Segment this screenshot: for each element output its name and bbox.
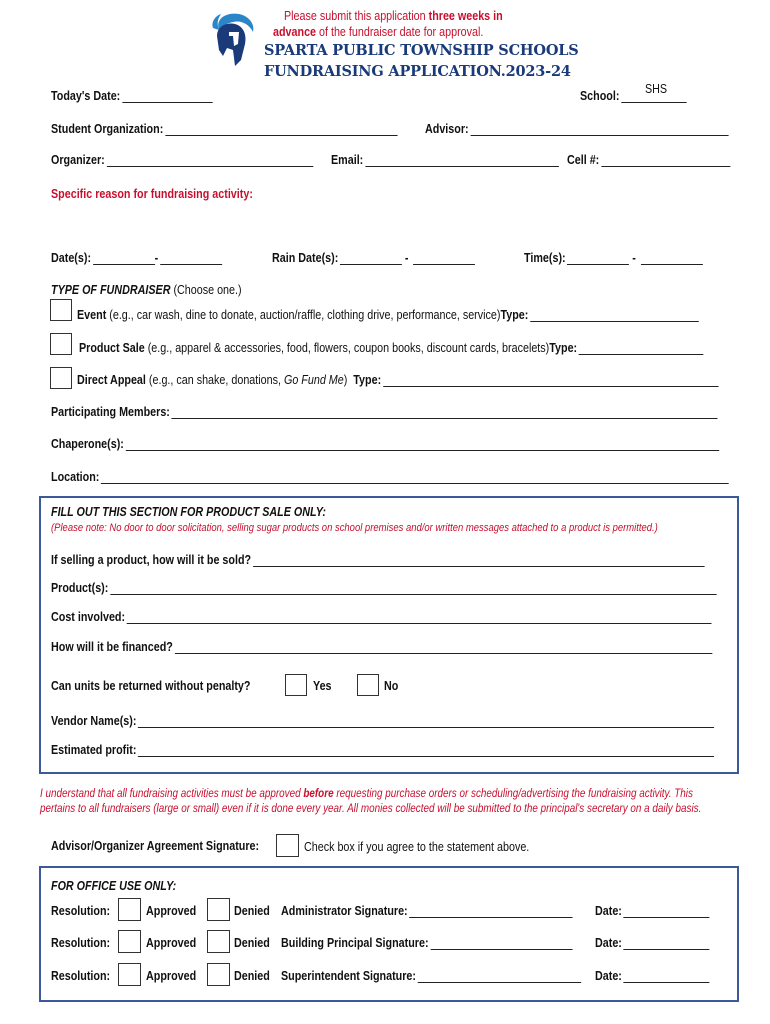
organizer-label: Organizer: <box>51 153 105 167</box>
office-date-label: Date: <box>595 969 622 983</box>
denied-checkbox[interactable] <box>207 898 230 921</box>
returned-no-checkbox[interactable] <box>357 674 379 696</box>
school-value: SHS <box>645 82 668 96</box>
product-section-heading: FILL OUT THIS SECTION FOR PRODUCT SALE ONLY: <box>51 505 326 519</box>
approved-checkbox[interactable] <box>118 930 141 953</box>
event-option <box>77 308 699 322</box>
submission-notice <box>284 9 503 23</box>
product-sale-panel <box>39 496 739 774</box>
notice-post: of the fundraiser date for approval. <box>316 25 484 39</box>
products-field[interactable] <box>51 581 716 595</box>
approved-label: Approved <box>146 969 197 983</box>
student-organization-field[interactable] <box>51 122 397 136</box>
cell-field[interactable] <box>567 153 730 167</box>
denied-checkbox[interactable] <box>207 963 230 986</box>
how-sold-label: If selling a product, how will it be sold? <box>51 553 252 567</box>
chaperones-field[interactable] <box>51 437 719 451</box>
advisor-label: Advisor: <box>425 122 469 136</box>
office-date-field[interactable] <box>595 969 710 983</box>
chaperones-label: Chaperone(s): <box>51 437 124 451</box>
email-field[interactable] <box>331 153 558 167</box>
product-section-note: (Please note: No door to door solicitation, selling sugar products on school premises and/or written messages attached to a product is permitted.) <box>51 522 658 534</box>
denied-label: Denied <box>234 969 270 983</box>
denied-label: Denied <box>234 936 270 950</box>
cell-label: Cell #: <box>567 153 600 167</box>
denied-checkbox[interactable] <box>207 930 230 953</box>
product-sale-checkbox[interactable] <box>50 333 72 355</box>
logo <box>205 10 257 68</box>
school-label: School: <box>580 89 620 103</box>
dash: - <box>632 251 636 265</box>
notice-pre: Please submit this application <box>284 9 429 23</box>
advisor-field[interactable] <box>425 122 728 136</box>
participating-members-label: Participating Members: <box>51 405 170 419</box>
notice-bold: three weeks in <box>428 9 503 23</box>
page-title: SPARTA PUBLIC TOWNSHIP SCHOOLS <box>264 42 579 59</box>
direct-appeal-desc-end: ) <box>343 373 348 387</box>
agreement-line2: pertains to all fundraisers (large or small) even if it is done every year. All monies collected will be submitted to the principal's secretary on a daily basis. <box>40 803 702 815</box>
student-organization-label: Student Organization: <box>51 122 164 136</box>
rain-dates-field[interactable] <box>272 251 475 265</box>
agreement-post: requesting purchase orders or scheduling/advertising the fundraising activity. This <box>333 788 693 800</box>
profit-field[interactable] <box>51 743 714 757</box>
dates-field[interactable] <box>51 251 222 265</box>
agreement-signature-label: Advisor/Organizer Agreement Signature: <box>51 839 260 853</box>
how-sold-field[interactable] <box>51 553 704 567</box>
office-signature-label: Superintendent Signature: <box>281 969 416 983</box>
school-field[interactable] <box>580 89 687 103</box>
location-field[interactable] <box>51 470 729 484</box>
returned-yes-checkbox[interactable] <box>285 674 307 696</box>
office-signature-field[interactable] <box>281 904 573 918</box>
organizer-field[interactable] <box>51 153 313 167</box>
resolution-label: Resolution: <box>51 936 111 950</box>
type-heading <box>51 283 242 297</box>
participating-members-field[interactable] <box>51 405 718 419</box>
office-signature-field[interactable] <box>281 969 581 983</box>
vendor-label: Vendor Name(s): <box>51 714 137 728</box>
page-subtitle: FUNDRAISING APPLICATION.2023-24 <box>264 63 571 80</box>
product-sale-option <box>79 341 704 355</box>
spartan-helmet-icon <box>205 10 257 68</box>
rain-dates-label: Rain Date(s): <box>272 251 339 265</box>
office-date-field[interactable] <box>595 936 710 950</box>
returned-yes-label: Yes <box>313 679 332 693</box>
appeal-type-label: Type: <box>353 373 382 387</box>
type-heading-text: TYPE OF FUNDRAISER <box>51 283 171 297</box>
financed-label: How will it be financed? <box>51 640 173 654</box>
cost-label: Cost involved: <box>51 610 126 624</box>
cost-field[interactable] <box>51 610 712 624</box>
agreement-checkbox[interactable] <box>276 834 299 857</box>
approved-checkbox[interactable] <box>118 963 141 986</box>
financed-field[interactable] <box>51 640 712 654</box>
product-sale-label: Product Sale <box>79 341 145 355</box>
products-label: Product(s): <box>51 581 109 595</box>
agreement-checkbox-text: Check box if you agree to the statement above. <box>304 840 530 854</box>
dates-label: Date(s): <box>51 251 92 265</box>
approved-checkbox[interactable] <box>118 898 141 921</box>
denied-label: Denied <box>234 904 270 918</box>
resolution-label: Resolution: <box>51 904 111 918</box>
times-label: Time(s): <box>524 251 566 265</box>
approved-label: Approved <box>146 904 197 918</box>
office-date-field[interactable] <box>595 904 710 918</box>
office-signature-label: Administrator Signature: <box>281 904 408 918</box>
direct-appeal-desc: (e.g., can shake, donations, <box>145 373 284 387</box>
event-type-label: Type: <box>500 308 529 322</box>
office-signature-field[interactable] <box>281 936 572 950</box>
office-date-label: Date: <box>595 904 622 918</box>
vendor-field[interactable] <box>51 714 714 728</box>
product-type-label: Type: <box>549 341 578 355</box>
reason-field[interactable]: Specific reason for fundraising activity: <box>51 187 253 201</box>
times-field[interactable] <box>524 251 702 265</box>
todays-date-label: Today's Date: <box>51 89 121 103</box>
direct-appeal-option <box>77 373 718 387</box>
office-date-label: Date: <box>595 936 622 950</box>
profit-label: Estimated profit: <box>51 743 137 757</box>
location-label: Location: <box>51 470 100 484</box>
event-label: Event <box>77 308 107 322</box>
product-sale-desc: (e.g., apparel & accessories, food, flowers, coupon books, discount cards, bracelets) <box>144 341 550 355</box>
todays-date-field[interactable] <box>51 89 212 103</box>
agreement-pre: I understand that all fundraising activities must be approved <box>40 788 304 800</box>
dash: - <box>404 251 409 265</box>
direct-appeal-label: Direct Appeal <box>77 373 146 387</box>
agreement-bold: before <box>303 788 334 800</box>
event-checkbox[interactable] <box>50 299 72 321</box>
notice-bold2: advance <box>273 25 317 39</box>
agreement-line1 <box>40 788 693 800</box>
email-label: Email: <box>331 153 364 167</box>
office-signature-label: Building Principal Signature: <box>281 936 429 950</box>
direct-appeal-desc-italic: Go Fund Me <box>283 373 344 387</box>
resolution-label: Resolution: <box>51 969 111 983</box>
approved-label: Approved <box>146 936 197 950</box>
direct-appeal-checkbox[interactable] <box>50 367 72 389</box>
dash: - <box>154 251 159 265</box>
returned-label: Can units be returned without penalty? <box>51 679 251 693</box>
office-heading: FOR OFFICE USE ONLY: <box>51 879 177 893</box>
submission-notice-line2 <box>273 25 483 39</box>
returned-no-label: No <box>384 679 399 693</box>
type-heading-note: (Choose one.) <box>170 283 242 297</box>
event-desc: (e.g., car wash, dine to donate, auction/raffle, clothing drive, performance, service) <box>106 308 501 322</box>
